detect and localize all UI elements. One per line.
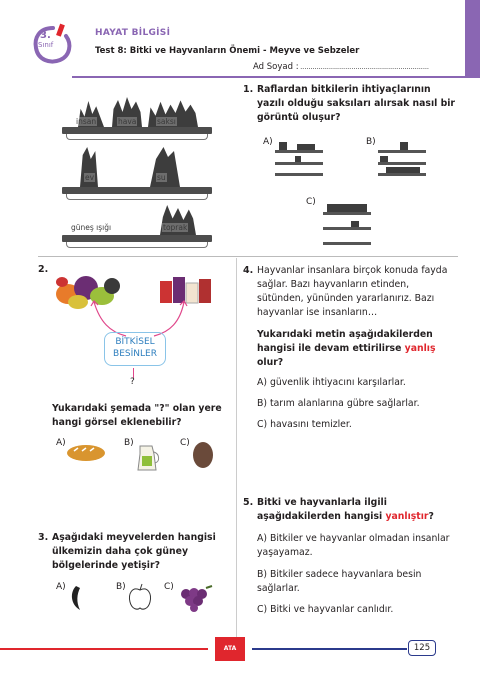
q2-number: 2. [38, 264, 49, 275]
q2-option-c-label[interactable]: C) [180, 438, 190, 448]
footer-line-right [252, 648, 407, 650]
q4-passage: Hayvanlar insanlara birçok konuda fayda sağlar. Bazı hayvanların etinden, sütünden, yününden yararlanırız. Bazı hayvanlar ise insanların… [257, 265, 448, 318]
q5-question-end: ? [428, 511, 434, 522]
shelf-bracket [66, 194, 208, 200]
grade-number: 3. [40, 30, 51, 41]
header-divider [72, 76, 480, 78]
q4-question [257, 328, 457, 370]
section-divider [38, 256, 458, 257]
shelf-label: su [157, 173, 166, 182]
mini-shelf [275, 173, 323, 176]
shelf-label: hava [118, 117, 137, 126]
mini-shelf [323, 242, 371, 245]
mini-shelf [323, 227, 371, 230]
q4-option-b[interactable]: B) tarım alanlarına gübre sağlarlar. [257, 398, 420, 409]
mini-pot-icon [400, 142, 408, 150]
q3-number: 3. [38, 532, 49, 543]
shelf-label: güneş ışığı [71, 223, 112, 232]
mini-shelf [275, 150, 323, 153]
milk-jug-icon[interactable] [134, 440, 160, 474]
q4-option-a[interactable]: A) güvenlik ihtiyacını karşılarlar. [257, 377, 406, 388]
q3-text: Aşağıdaki meyvelerden hangisi ülkemizin daha çok güney bölgelerinde yetişir? [52, 532, 216, 571]
name-label: Ad Soyad : [253, 62, 299, 72]
mini-shelf [323, 212, 371, 215]
mini-pot-icon [327, 204, 367, 212]
q4-question-emphasis: yanlış [404, 343, 436, 354]
q3-option-c-label[interactable]: C) [164, 582, 174, 592]
column-divider [236, 258, 237, 638]
q5-option-c[interactable]: C) Bitki ve hayvanlar canlıdır. [257, 604, 394, 615]
publisher-logo [215, 637, 245, 661]
apple-icon[interactable] [126, 582, 154, 612]
shelf-bracket [66, 242, 208, 248]
shelf-label: toprak [163, 223, 188, 232]
header-accent-bar [465, 0, 480, 76]
grapes-icon[interactable] [176, 584, 214, 612]
publisher-logo-text: ATA [223, 645, 237, 652]
bread-icon[interactable] [66, 443, 106, 463]
page-number: 125 [408, 640, 436, 656]
q4-number: 4. [243, 265, 254, 276]
shelf-label: saksı [157, 117, 176, 126]
shelf-bracket [66, 134, 208, 140]
q4-question-end: olur? [257, 357, 284, 368]
q1-option-a-label[interactable]: A) [263, 137, 273, 147]
q1-number: 1. [243, 84, 254, 95]
shelf-board [62, 127, 212, 134]
egg-icon[interactable] [192, 440, 214, 470]
q1-option-b-shelves[interactable] [378, 142, 428, 176]
q3-option-b-label[interactable]: B) [116, 582, 126, 592]
shelf-label: insan [76, 117, 97, 126]
q5-option-b[interactable]: B) Bitkiler sadece hayvanlara besin sağlarlar. [257, 569, 422, 594]
q5-question-emphasis: yanlıştır [385, 511, 429, 522]
q5-option-a[interactable]: A) Bitkiler ve hayvanlar olmadan insanlar yaşayamaz. [257, 533, 450, 558]
q1-text: Raflardan bitkilerin ihtiyaçlarının yazılı olduğu saksıları alırsak nasıl bir görüntü oluşur? [257, 84, 455, 123]
diagram-question-mark: ? [130, 377, 135, 387]
mini-shelf [378, 150, 426, 153]
shelf-label: ev [85, 173, 95, 182]
q5-question [257, 496, 457, 524]
footer-line-left [0, 648, 208, 650]
plant-foods-bubble: BİTKİSEL BESİNLER [104, 332, 166, 366]
q4-option-c[interactable]: C) havasını temizler. [257, 419, 352, 430]
q4-question-start: Yukarıdaki metin aşağıdakilerden hangisi ile devam ettirilirse [257, 329, 433, 354]
q1-option-b-label[interactable]: B) [366, 137, 376, 147]
test-title: Test 8: Bitki ve Hayvanların Önemi - Meyve ve Sebzeler [95, 46, 360, 56]
q2-option-b-label[interactable]: B) [124, 438, 134, 448]
shelf-board [62, 187, 212, 194]
banana-icon[interactable] [68, 584, 86, 612]
q1-option-a-shelves[interactable] [275, 142, 325, 176]
q1-option-c-label[interactable]: C) [306, 197, 316, 207]
mini-pot-icon [279, 142, 287, 150]
shelves-illustration [60, 85, 220, 255]
mini-shelf [378, 173, 426, 176]
name-dots: ............................................................... [300, 62, 429, 71]
q5-question-start: Bitki ve hayvanlarla ilgili aşağıdakilerden hangisi [257, 497, 387, 522]
q2-option-a-label[interactable]: A) [56, 438, 66, 448]
subject-title: HAYAT BİLGİSİ [95, 28, 171, 38]
q3-option-a-label[interactable]: A) [56, 582, 66, 592]
mini-shelf [275, 162, 323, 165]
grade-word: Sınıf [38, 41, 54, 49]
q5-number: 5. [243, 497, 254, 508]
shelf-board [62, 235, 212, 242]
q1-option-c-shelves[interactable] [323, 202, 373, 246]
q2-text: Yukarıdaki şemada "?" olan yere hangi görsel eklenebilir? [52, 403, 222, 428]
mini-shelf [378, 162, 426, 165]
